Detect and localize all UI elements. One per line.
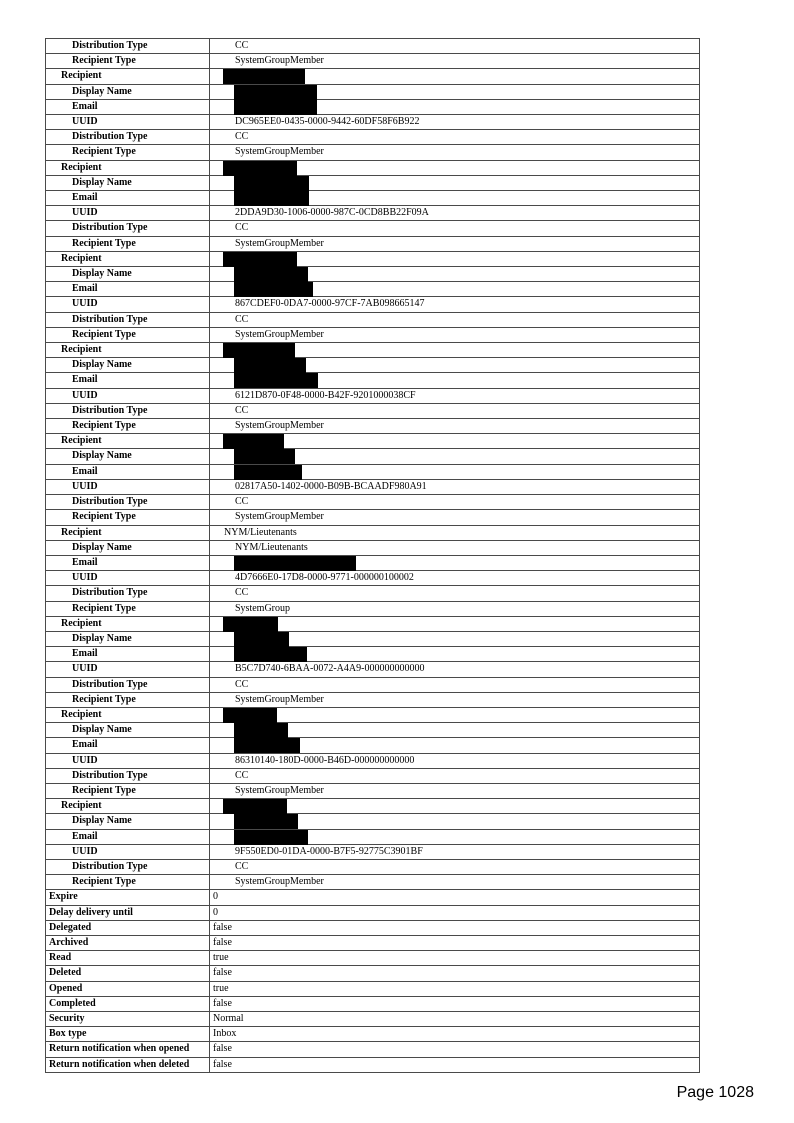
field-value (210, 723, 700, 738)
field-label: Distribution Type (46, 586, 210, 601)
field-label: Opened (46, 981, 210, 996)
field-label: Email (46, 555, 210, 570)
field-label: Security (46, 1012, 210, 1027)
redaction-bar (234, 738, 300, 753)
field-value (210, 707, 700, 722)
table-row (46, 981, 700, 996)
table-row (46, 206, 700, 221)
field-value (210, 647, 700, 662)
table-row (46, 540, 700, 555)
field-value: SystemGroupMember (210, 875, 700, 890)
table-row (46, 631, 700, 646)
table-row (46, 54, 700, 69)
field-label: Display Name (46, 175, 210, 190)
table-row (46, 616, 700, 631)
field-value: 2DDA9D30-1006-0000-987C-0CD8BB22F09A (210, 206, 700, 221)
field-value: 9F550ED0-01DA-0000-B7F5-92775C3901BF (210, 844, 700, 859)
redaction-bar (223, 708, 277, 723)
field-label: Distribution Type (46, 39, 210, 54)
field-label: Display Name (46, 449, 210, 464)
field-value (210, 251, 700, 266)
redaction-bar (234, 723, 288, 738)
field-value: false (210, 966, 700, 981)
redaction-bar (234, 100, 317, 115)
redaction-bar (234, 830, 308, 845)
field-label: Display Name (46, 814, 210, 829)
field-label: Recipient (46, 707, 210, 722)
field-label: Archived (46, 935, 210, 950)
redaction-bar (234, 449, 295, 464)
redaction-bar (234, 267, 308, 282)
field-label: Recipient Type (46, 419, 210, 434)
field-value: 4D7666E0-17D8-0000-9771-000000100002 (210, 571, 700, 586)
table-row (46, 267, 700, 282)
field-label: Distribution Type (46, 677, 210, 692)
table-row (46, 145, 700, 160)
field-value (210, 434, 700, 449)
field-label: Recipient Type (46, 875, 210, 890)
field-value: CC (210, 768, 700, 783)
field-value (210, 555, 700, 570)
table-row (46, 464, 700, 479)
field-value: false (210, 920, 700, 935)
field-value: CC (210, 403, 700, 418)
table-row (46, 434, 700, 449)
field-value (210, 175, 700, 190)
field-value: 0 (210, 905, 700, 920)
field-value: SystemGroupMember (210, 145, 700, 160)
field-label: Recipient Type (46, 692, 210, 707)
table-row (46, 1042, 700, 1057)
table-row (46, 419, 700, 434)
table-row (46, 388, 700, 403)
field-label: Recipient (46, 160, 210, 175)
field-value: 6121D870-0F48-0000-B42F-9201000038CF (210, 388, 700, 403)
field-label: Recipient (46, 251, 210, 266)
field-value (210, 282, 700, 297)
redaction-bar (234, 176, 309, 191)
table-row (46, 175, 700, 190)
field-value: SystemGroupMember (210, 419, 700, 434)
table-row (46, 935, 700, 950)
table-row (46, 601, 700, 616)
field-value (210, 373, 700, 388)
redaction-bar (234, 358, 306, 373)
field-label: Recipient Type (46, 783, 210, 798)
field-value: CC (210, 586, 700, 601)
field-label: Deleted (46, 966, 210, 981)
field-label: Recipient Type (46, 510, 210, 525)
field-value (210, 616, 700, 631)
field-label: UUID (46, 115, 210, 130)
field-value: CC (210, 312, 700, 327)
table-row (46, 707, 700, 722)
field-label: Return notification when deleted (46, 1057, 210, 1072)
field-label: Display Name (46, 723, 210, 738)
table-row (46, 1027, 700, 1042)
redaction-bar (223, 617, 278, 632)
field-label: Box type (46, 1027, 210, 1042)
field-label: Email (46, 464, 210, 479)
field-label: Email (46, 191, 210, 206)
field-value: CC (210, 677, 700, 692)
table-row (46, 905, 700, 920)
table-row (46, 768, 700, 783)
table-row (46, 951, 700, 966)
field-value (210, 829, 700, 844)
field-value (210, 631, 700, 646)
field-value: Inbox (210, 1027, 700, 1042)
table-row (46, 297, 700, 312)
field-label: Recipient (46, 434, 210, 449)
redaction-bar (223, 161, 297, 176)
field-label: Email (46, 282, 210, 297)
field-label: Distribution Type (46, 403, 210, 418)
table-row (46, 525, 700, 540)
field-label: Distribution Type (46, 495, 210, 510)
table-row (46, 738, 700, 753)
table-row (46, 99, 700, 114)
table-row (46, 130, 700, 145)
field-value: NYM/Lieutenants (210, 540, 700, 555)
field-value: SystemGroupMember (210, 327, 700, 342)
table-row (46, 996, 700, 1011)
redaction-bar (223, 799, 287, 814)
redaction-bar (234, 191, 309, 206)
table-row (46, 191, 700, 206)
field-label: Distribution Type (46, 859, 210, 874)
field-label: Recipient (46, 616, 210, 631)
redaction-bar (223, 343, 295, 358)
table-row (46, 586, 700, 601)
field-label: Recipient (46, 799, 210, 814)
table-row (46, 282, 700, 297)
redaction-bar (234, 814, 298, 829)
field-value: 867CDEF0-0DA7-0000-97CF-7AB098665147 (210, 297, 700, 312)
field-label: Email (46, 373, 210, 388)
field-value: NYM/Lieutenants (210, 525, 700, 540)
field-value: false (210, 935, 700, 950)
field-label: Email (46, 99, 210, 114)
field-value: false (210, 1057, 700, 1072)
field-value: 86310140-180D-0000-B46D-000000000000 (210, 753, 700, 768)
table-row (46, 39, 700, 54)
field-value (210, 738, 700, 753)
field-value (210, 343, 700, 358)
field-value: CC (210, 221, 700, 236)
field-value (210, 160, 700, 175)
field-value: SystemGroupMember (210, 510, 700, 525)
table-row (46, 449, 700, 464)
table-row (46, 1057, 700, 1072)
field-value (210, 84, 700, 99)
redaction-bar (234, 556, 356, 571)
field-label: Recipient Type (46, 236, 210, 251)
table-row (46, 312, 700, 327)
table-row (46, 251, 700, 266)
field-label: Display Name (46, 84, 210, 99)
table-row (46, 160, 700, 175)
field-value (210, 814, 700, 829)
table-row (46, 662, 700, 677)
field-label: Email (46, 738, 210, 753)
field-value (210, 464, 700, 479)
field-label: UUID (46, 388, 210, 403)
field-label: UUID (46, 844, 210, 859)
field-value (210, 358, 700, 373)
table-row (46, 479, 700, 494)
field-value: SystemGroup (210, 601, 700, 616)
table-row (46, 555, 700, 570)
table-row (46, 495, 700, 510)
field-label: Distribution Type (46, 130, 210, 145)
table-row (46, 844, 700, 859)
table-row (46, 677, 700, 692)
field-value (210, 267, 700, 282)
table-row (46, 236, 700, 251)
field-value (210, 69, 700, 84)
field-value: DC965EE0-0435-0000-9442-60DF58F6B922 (210, 115, 700, 130)
table-row (46, 327, 700, 342)
table-row (46, 783, 700, 798)
field-label: UUID (46, 479, 210, 494)
field-label: Recipient Type (46, 54, 210, 69)
field-value (210, 449, 700, 464)
table-row (46, 84, 700, 99)
table-row (46, 829, 700, 844)
field-label: Return notification when opened (46, 1042, 210, 1057)
redaction-bar (234, 465, 302, 480)
table-row (46, 647, 700, 662)
field-value: CC (210, 859, 700, 874)
field-value: 0 (210, 890, 700, 905)
field-label: Recipient Type (46, 601, 210, 616)
field-label: UUID (46, 662, 210, 677)
field-label: Delay delivery until (46, 905, 210, 920)
field-value: SystemGroupMember (210, 236, 700, 251)
field-label: UUID (46, 206, 210, 221)
field-label: Display Name (46, 631, 210, 646)
table-row (46, 358, 700, 373)
properties-table (45, 38, 700, 1073)
table-row (46, 343, 700, 358)
table-row (46, 723, 700, 738)
field-value: true (210, 951, 700, 966)
field-label: Email (46, 647, 210, 662)
table-row (46, 875, 700, 890)
field-value: 02817A50-1402-0000-B09B-BCAADF980A91 (210, 479, 700, 494)
field-value (210, 99, 700, 114)
field-label: Read (46, 951, 210, 966)
field-label: UUID (46, 297, 210, 312)
table-row (46, 403, 700, 418)
table-row (46, 115, 700, 130)
field-label: Distribution Type (46, 312, 210, 327)
field-value (210, 191, 700, 206)
field-label: UUID (46, 571, 210, 586)
field-value (210, 799, 700, 814)
field-value: Normal (210, 1012, 700, 1027)
table-row (46, 753, 700, 768)
field-label: Expire (46, 890, 210, 905)
table-row (46, 510, 700, 525)
field-value: false (210, 1042, 700, 1057)
properties-table-body (46, 39, 700, 1073)
table-row (46, 799, 700, 814)
field-label: Email (46, 829, 210, 844)
redaction-bar (223, 252, 297, 267)
field-value: CC (210, 495, 700, 510)
table-row (46, 69, 700, 84)
field-value: B5C7D740-6BAA-0072-A4A9-000000000000 (210, 662, 700, 677)
field-label: Recipient (46, 343, 210, 358)
field-label: Display Name (46, 267, 210, 282)
field-value: CC (210, 39, 700, 54)
field-value: CC (210, 130, 700, 145)
field-label: UUID (46, 753, 210, 768)
page-number: Page 1028 (676, 1084, 754, 1101)
table-row (46, 966, 700, 981)
field-label: Completed (46, 996, 210, 1011)
field-value: SystemGroupMember (210, 54, 700, 69)
table-row (46, 692, 700, 707)
field-label: Distribution Type (46, 221, 210, 236)
field-value: SystemGroupMember (210, 692, 700, 707)
field-label: Distribution Type (46, 768, 210, 783)
table-row (46, 814, 700, 829)
redaction-bar (223, 434, 284, 449)
field-label: Recipient (46, 525, 210, 540)
table-row (46, 1012, 700, 1027)
redaction-bar (234, 373, 318, 388)
field-label: Recipient (46, 69, 210, 84)
field-value: false (210, 996, 700, 1011)
field-label: Display Name (46, 540, 210, 555)
table-row (46, 890, 700, 905)
field-label: Recipient Type (46, 327, 210, 342)
field-label: Delegated (46, 920, 210, 935)
redaction-bar (234, 647, 307, 662)
redaction-bar (234, 85, 317, 100)
redaction-bar (234, 632, 289, 647)
redaction-bar (223, 69, 305, 84)
field-label: Display Name (46, 358, 210, 373)
table-row (46, 221, 700, 236)
field-label: Recipient Type (46, 145, 210, 160)
table-row (46, 571, 700, 586)
redaction-bar (234, 282, 313, 297)
table-row (46, 859, 700, 874)
table-row (46, 373, 700, 388)
table-row (46, 920, 700, 935)
field-value: true (210, 981, 700, 996)
field-value: SystemGroupMember (210, 783, 700, 798)
